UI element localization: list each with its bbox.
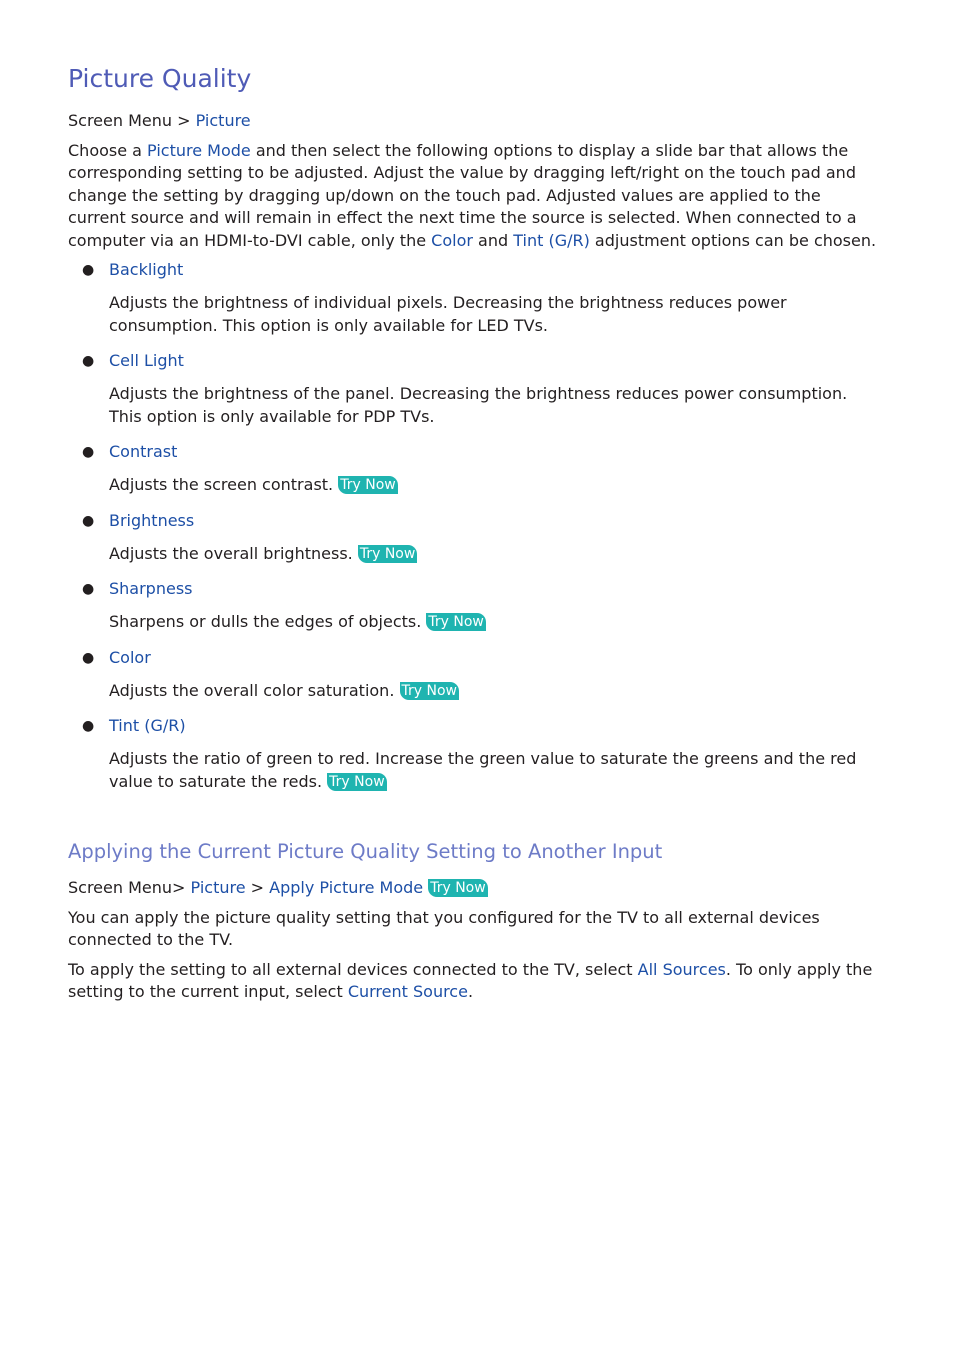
option-desc: Adjusts the ratio of green to red. Increase the green value to saturate the greens and the red value to saturate the reds.	[109, 749, 857, 791]
option-color	[68, 647, 880, 703]
option-desc: Adjusts the screen contrast.	[109, 475, 334, 494]
breadcrumb-picture-link[interactable]: Picture	[190, 878, 246, 897]
option-sharpness	[68, 578, 880, 634]
option-desc: Adjusts the brightness of the panel. Decreasing the brightness reduces power consumption. This option is only available for PDP TVs.	[109, 384, 848, 426]
option-title[interactable]: Backlight	[109, 260, 184, 279]
apply-picture-mode-link[interactable]: Apply Picture Mode	[269, 878, 424, 897]
content	[68, 62, 880, 1011]
try-now-button[interactable]: Try Now	[329, 773, 385, 790]
p2-text-3: .	[467, 982, 474, 1001]
color-link[interactable]: Color	[431, 230, 473, 250]
option-brightness	[68, 510, 880, 566]
breadcrumb-picture-link[interactable]: Picture	[195, 111, 251, 130]
try-now-button[interactable]: Try Now	[401, 682, 457, 699]
page-title: Picture Quality	[68, 64, 252, 93]
option-backlight	[68, 259, 880, 337]
bullet-icon: ●	[82, 581, 95, 597]
breadcrumb-2	[68, 877, 880, 900]
option-desc-line	[109, 748, 880, 793]
option-desc-line	[109, 680, 880, 703]
option-desc: Adjusts the brightness of individual pixels. Decreasing the brightness reduces power consumption. This option is only available for LED TVs.	[109, 293, 787, 335]
intro-text-2: and then select the following options to display a slide bar that allows the corresponding setting to be adjusted. Adjust the value by dragging left/right on the touch pad and change the setting by dragging up/down on the touch pad. Adjusted values are applied to the current source and will remain in effect the next time the source is selected. When connected to a computer via an HDMI-to-DVI cable, only the	[68, 140, 857, 250]
option-desc: Adjusts the overall color saturation.	[109, 680, 395, 700]
chevron-right-icon: >	[172, 878, 186, 897]
section-heading: Applying the Current Picture Quality Setting to Another Input	[68, 840, 663, 863]
try-now-button[interactable]: Try Now	[340, 477, 396, 493]
try-now-button[interactable]: Try Now	[359, 545, 416, 562]
chevron-right-icon: >	[250, 878, 265, 897]
option-desc: Adjusts the overall brightness.	[109, 543, 353, 563]
breadcrumb-root: Screen Menu	[68, 878, 173, 897]
intro-text-4: adjustment options can be chosen.	[589, 230, 877, 250]
bullet-icon: ●	[82, 718, 95, 734]
breadcrumb	[68, 110, 880, 133]
option-title[interactable]: Tint (G/R)	[109, 716, 186, 735]
try-now-button[interactable]: Try Now	[430, 880, 486, 896]
intro-paragraph	[68, 140, 880, 253]
option-title[interactable]: Sharpness	[109, 579, 193, 598]
bullet-icon: ●	[82, 353, 95, 369]
try-now-button[interactable]: Try Now	[428, 614, 484, 630]
picture-mode-link[interactable]: Picture Mode	[147, 140, 251, 160]
option-contrast	[68, 441, 880, 497]
option-desc-line	[109, 474, 880, 497]
bullet-icon: ●	[82, 262, 95, 278]
p2-text-1: To apply the setting to all external devices connected to the TV, select	[68, 959, 638, 979]
option-title[interactable]: Contrast	[109, 442, 178, 461]
bullet-icon: ●	[82, 512, 95, 529]
option-title[interactable]: Color	[109, 647, 151, 667]
section-spacer	[68, 806, 880, 839]
intro-text-3: and	[472, 230, 514, 250]
intro-text-1: Choose a	[68, 140, 148, 160]
section2-paragraph-1: You can apply the picture quality setting that you configured for the TV to all external devices connected to the TV.	[68, 907, 820, 949]
option-desc: Sharpens or dulls the edges of objects.	[109, 612, 422, 631]
option-tint	[68, 715, 880, 793]
option-desc-line	[109, 611, 880, 634]
breadcrumb-root: Screen Menu	[68, 111, 173, 130]
chevron-right-icon: >	[177, 111, 191, 130]
p2-text-2: . To only apply the setting to the current input, select	[68, 959, 873, 1001]
option-cell-light	[68, 350, 880, 428]
all-sources-link[interactable]: All Sources	[637, 959, 726, 979]
bullet-icon: ●	[82, 444, 95, 460]
bullet-icon: ●	[82, 649, 95, 666]
option-desc-line	[109, 543, 880, 566]
option-title[interactable]: Brightness	[109, 510, 195, 530]
tint-link[interactable]: Tint (G/R)	[513, 230, 590, 250]
option-title[interactable]: Cell Light	[109, 351, 184, 370]
section2-paragraph-2	[68, 959, 880, 1004]
current-source-link[interactable]: Current Source	[347, 982, 468, 1001]
options-list	[68, 259, 880, 793]
